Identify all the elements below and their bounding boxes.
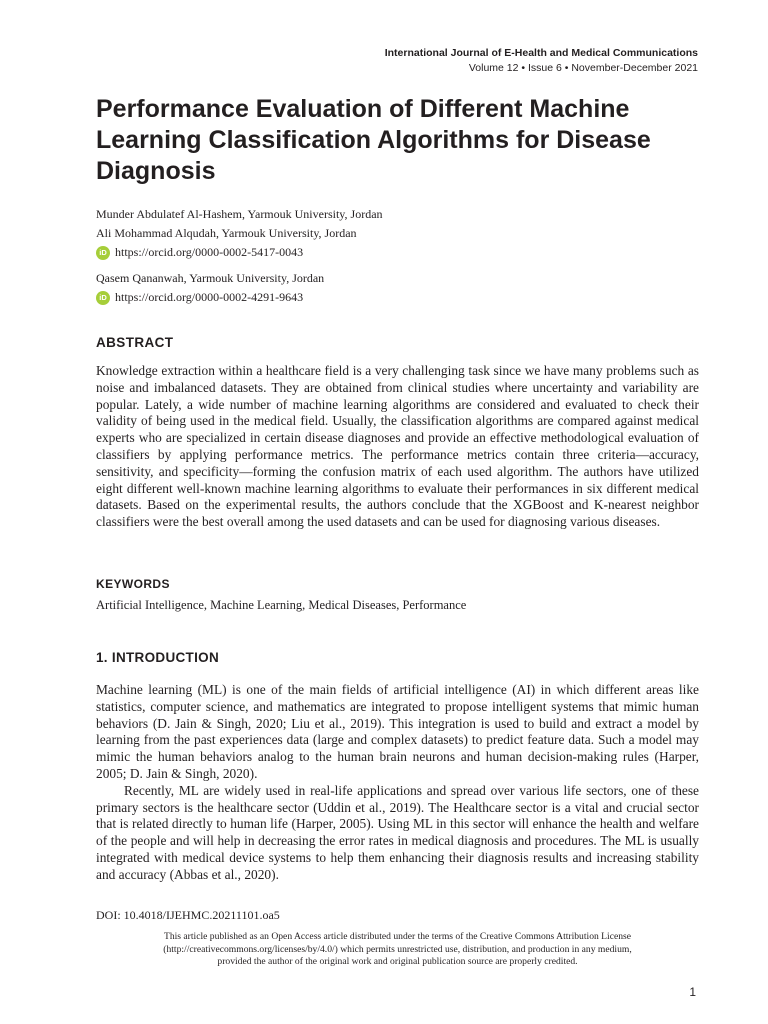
license-line-3: provided the author of the original work and original publication source are properly credited. <box>217 956 578 967</box>
journal-issue: Volume 12 • Issue 6 • November-December 2021 <box>468 62 698 74</box>
author-1: Munder Abdulatef Al-Hashem, Yarmouk University, Jordan <box>96 207 383 221</box>
orcid-icon: iD <box>96 291 110 305</box>
abstract-heading: ABSTRACT <box>96 335 174 350</box>
paper-title: Performance Evaluation of Different Machine Learning Classification Algorithms for Disease Diagnosis <box>96 95 651 185</box>
author-3-orcid <box>96 288 383 307</box>
doi: DOI: 10.4018/IJEHMC.20211101.oa5 <box>96 908 280 922</box>
author-3: Qasem Qananwah, Yarmouk University, Jordan <box>96 271 325 285</box>
author-2-orcid <box>96 243 383 262</box>
abstract-text: Knowledge extraction within a healthcare field is a very challenging task since we have many problems such as noise and imbalanced datasets. They are obtained from clinical studies where uncertainty and variability are popular. Lately, a wide number of machine learning algorithms are considered and evaluated to check their validity of being used in the medical field. Usually, the classification algorithms are compared against medical experts who are specialized in certain disease diagnoses and provide an effective methodological evaluation of classifiers by applying performance metrics. The performance metrics contain three criteria—accuracy, sensitivity, and specificity—forming the confusion matrix of each used algorithm. The authors have utilized eight different well-known machine learning algorithms to evaluate their performances in six different medical datasets. Based on the experimental results, the authors conclude that the XGBoost and K-nearest neighbor classifiers were the best overall among the used datasets and can be used for diagnosing various diseases. <box>96 363 699 530</box>
license-line-2: (http://creativecommons.org/licenses/by/4.0/) which permits unrestricted use, distribution, and production in any medium, <box>163 943 632 955</box>
author-2: Ali Mohammad Alqudah, Yarmouk University, Jordan <box>96 226 357 240</box>
license-line-1: This article published as an Open Access article distributed under the terms of the Creative Commons Attribution License <box>163 931 632 942</box>
journal-name: International Journal of E-Health and Medical Communications <box>384 47 698 59</box>
journal-header <box>385 46 698 76</box>
orcid-icon: iD <box>96 246 110 260</box>
intro-paragraph-2: Recently, ML are widely used in real-life applications and spread over various life sectors, one of these primary sectors is the healthcare sector (Uddin et al., 2019). The Healthcare sector is a vital and crucial sector that is related directly to human life (Harper, 2005). Using ML in this sector will enhance the health and welfare of the people and will help in decreasing the error rates in medical diagnosis and procedures. The ML is usually integrated with medical device systems to help them enhancing their diagnosis results and increasing stability and accuracy (Abbas et al., 2020). <box>96 782 699 882</box>
page-number: 1 <box>689 985 696 999</box>
introduction-body <box>96 682 699 884</box>
author-list <box>96 205 383 307</box>
orcid-link[interactable]: https://orcid.org/0000-0002-4291-9643 <box>115 290 304 304</box>
introduction-heading: 1. INTRODUCTION <box>96 650 220 665</box>
keywords-text: Artificial Intelligence, Machine Learning, Medical Diseases, Performance <box>96 598 467 612</box>
orcid-link[interactable]: https://orcid.org/0000-0002-5417-0043 <box>115 245 304 259</box>
license-notice <box>96 931 699 969</box>
intro-paragraph-1: Machine learning (ML) is one of the main fields of artificial intelligence (AI) in which different areas like statistics, computer science, and mathematics are integrated to propose intelligent systems that mimic human behaviors (D. Jain & Singh, 2020; Liu et al., 2019). This integration is used to build and extract a model by learning from the past experiences data (large and complex datasets) to predict feature data. Such a model may mimic the human behaviors analog to the human brain neurons and human decision-making rules (Harper, 2005; D. Jain & Singh, 2020). <box>96 682 699 781</box>
keywords-heading: KEYWORDS <box>96 577 170 591</box>
